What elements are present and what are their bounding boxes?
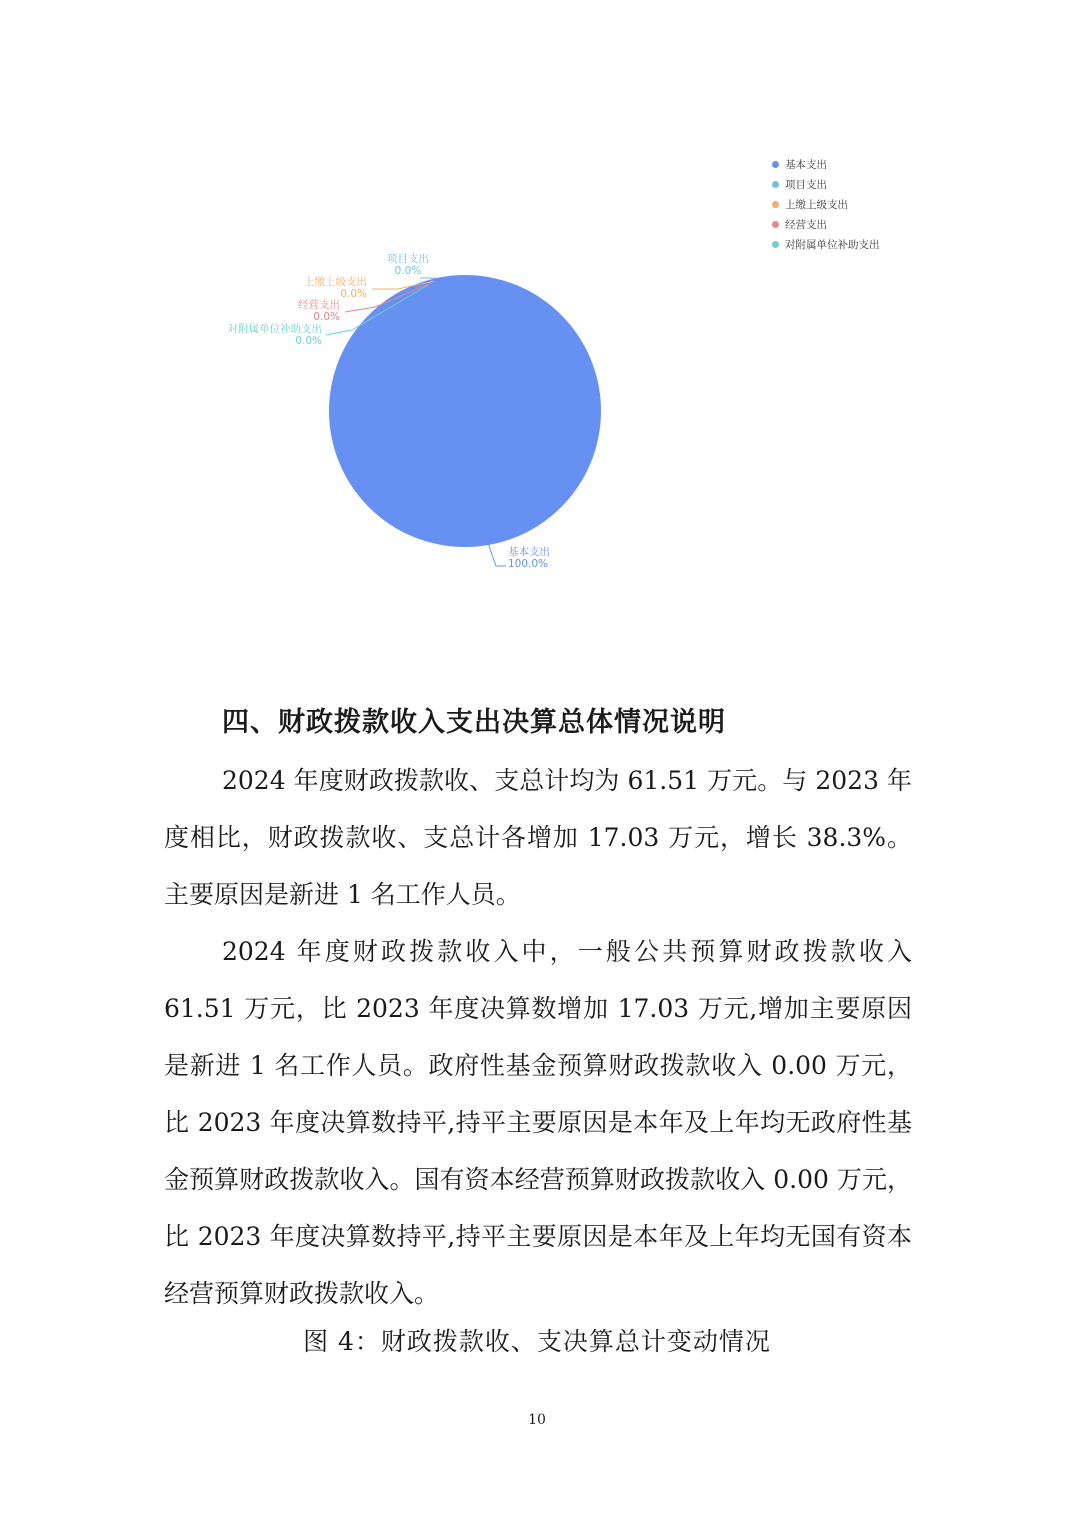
pie-label-4: 经营支出 <box>298 299 340 311</box>
paragraph-text: 2024 年度财政拨款收、支总计均为 61.51 万元。与 2023 年度相比，财政拨款收、支总计各增加 17.03 万元，增长 38.3%。主要原因是新进 1 名工作人员。 <box>164 766 912 909</box>
pie-label-1: 基本支出 <box>508 546 550 558</box>
legend-label: 上缴上级支出 <box>785 198 848 211</box>
legend-label: 经营支出 <box>785 218 827 231</box>
pie-slice-1 <box>329 275 601 547</box>
pie-label-3: 上缴上级支出 <box>304 276 367 288</box>
legend-label: 对附属单位补助支出 <box>785 238 880 251</box>
pie-percent-3: 0.0% <box>340 288 367 300</box>
paragraph-1 <box>164 752 912 923</box>
legend-dot-5 <box>772 241 779 248</box>
section-heading: 四、财政拨款收入支出决算总体情况说明 <box>222 707 726 738</box>
pie-percent-4: 0.0% <box>313 311 340 323</box>
legend-label: 项目支出 <box>785 178 827 191</box>
legend-dot-2 <box>772 181 779 188</box>
legend-dot-1 <box>772 161 779 168</box>
legend-dot-3 <box>772 201 779 208</box>
paragraph-text: 2024 年度财政拨款收入中，一般公共预算财政拨款收入 61.51 万元，比 2023 年度决算数增加 17.03 万元,增加主要原因是新进 1 名工作人员。政府性基金预算财政拨款收入 0.00 万元，比 2023 年度决算数持平,持平主要原因是本年及上年均无政府性基金预算财政拨款收入。国有资本经营预算财政拨款收入 0.00 万元，比 2023 年度决算数持平,持平主要原因是本年及上年均无国有资本经营预算财政拨款收入。 <box>164 937 912 1308</box>
pie-percent-1: 100.0% <box>508 558 549 570</box>
pie-percent-2: 0.0% <box>394 265 422 277</box>
pie-label-2: 项目支出 <box>387 253 429 265</box>
pie-label-5: 对附属单位补助支出 <box>227 323 322 335</box>
paragraph-2 <box>164 923 912 1322</box>
legend-label: 基本支出 <box>785 158 827 171</box>
pie-leader-line-1 <box>488 543 506 566</box>
pie-percent-5: 0.0% <box>295 335 322 347</box>
legend-item[interactable] <box>772 174 880 194</box>
expenditure-pie-chart <box>0 0 1074 640</box>
legend-item[interactable] <box>772 194 880 214</box>
legend-dot-4 <box>772 221 779 228</box>
legend-item[interactable] <box>772 234 880 254</box>
legend-item[interactable] <box>772 154 880 174</box>
page-number: 10 <box>528 1412 546 1428</box>
figure-caption: 图 4：财政拨款收、支决算总计变动情况 <box>303 1327 771 1356</box>
legend-item[interactable] <box>772 214 880 234</box>
chart-legend <box>772 154 880 254</box>
